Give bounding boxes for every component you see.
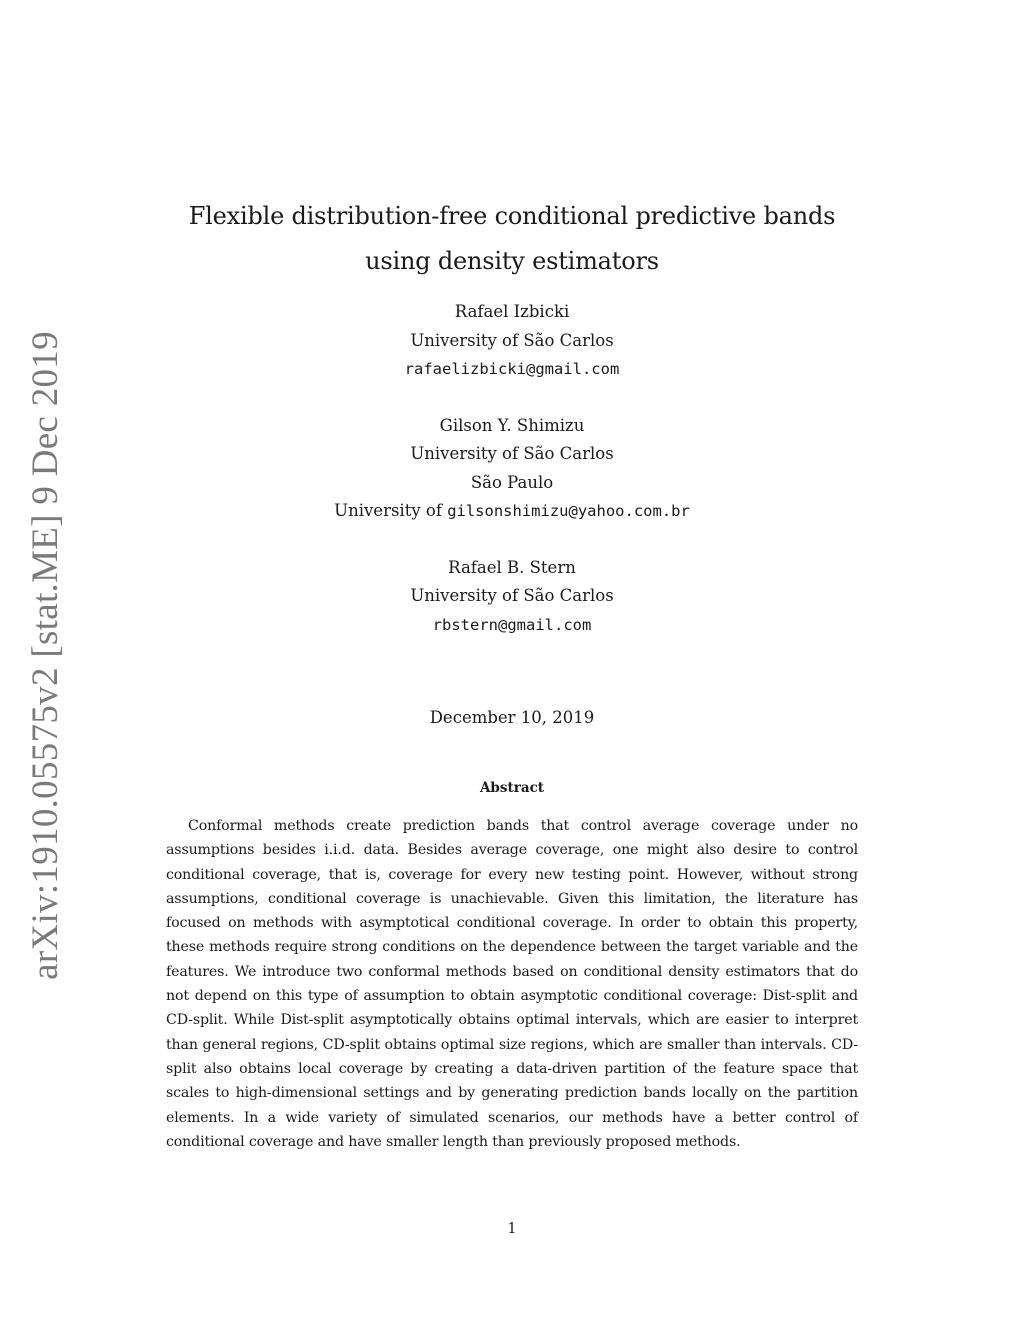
author-affiliation: University of São Carlos <box>410 444 614 463</box>
author-list <box>130 298 894 667</box>
author-city: São Paulo <box>470 472 554 492</box>
author-block-shimizu <box>130 412 894 526</box>
paper-title <box>130 194 894 284</box>
page-number: 1 <box>507 1221 517 1237</box>
publication-date: December 10, 2019 <box>429 708 595 727</box>
paper-title-line-1: Flexible distribution-free conditional predictive bands <box>188 202 836 230</box>
abstract-body: Conformal methods create prediction bands that control average coverage under no assumptions besides i.i.d. data. Besides average coverage, one might also desire to control conditional coverage, that is, coverage for every new testing point. However, without strong assumptions, conditional coverage is unachievable. Given this limitation, the literature has focused on methods with asymptotical conditional coverage. In order to obtain this property, these methods require strong conditions on the dependence between the target variable and the features. We introduce two conformal methods based on conditional density estimators that do not depend on this type of assumption to obtain asymptotic conditional coverage: Dist-split and CD-split. While Dist-split asymptotically obtains optimal intervals, which are easier to interpret than general regions, CD-split obtains optimal size regions, which are smaller than intervals. CD-split also obtains local coverage by creating a data-driven partition of the feature space that scales to high-dimensional settings and by generating prediction bands locally on the partition elements. In a wide variety of simulated scenarios, our methods have a better control of conditional coverage and have smaller length than previously proposed methods. <box>166 818 858 1150</box>
author-email-line <box>130 497 894 526</box>
author-affiliation: University of São Carlos <box>410 330 614 350</box>
author-name: Rafael Izbicki <box>454 302 570 321</box>
author-affiliation: University of São Carlos <box>410 586 614 605</box>
arxiv-identifier-text: arXiv:1910.05575v2 [stat.ME] 9 Dec 2019 <box>24 330 66 980</box>
author-block-stern <box>130 554 894 640</box>
author-name: Rafael B. Stern <box>448 557 576 577</box>
author-block-izbicki <box>130 298 894 384</box>
author-name: Gilson Y. Shimizu <box>439 415 585 435</box>
paper-title-line-2: using density estimators <box>365 247 659 275</box>
author-email: rbstern@gmail.com <box>432 615 592 634</box>
author-email-prefix: University of <box>334 501 442 520</box>
author-email: rafaelizbicki@gmail.com <box>404 360 620 378</box>
author-email: gilsonshimizu@yahoo.com.br <box>447 502 690 520</box>
abstract-heading: Abstract <box>479 780 545 796</box>
arxiv-identifier-stamp <box>22 330 68 980</box>
